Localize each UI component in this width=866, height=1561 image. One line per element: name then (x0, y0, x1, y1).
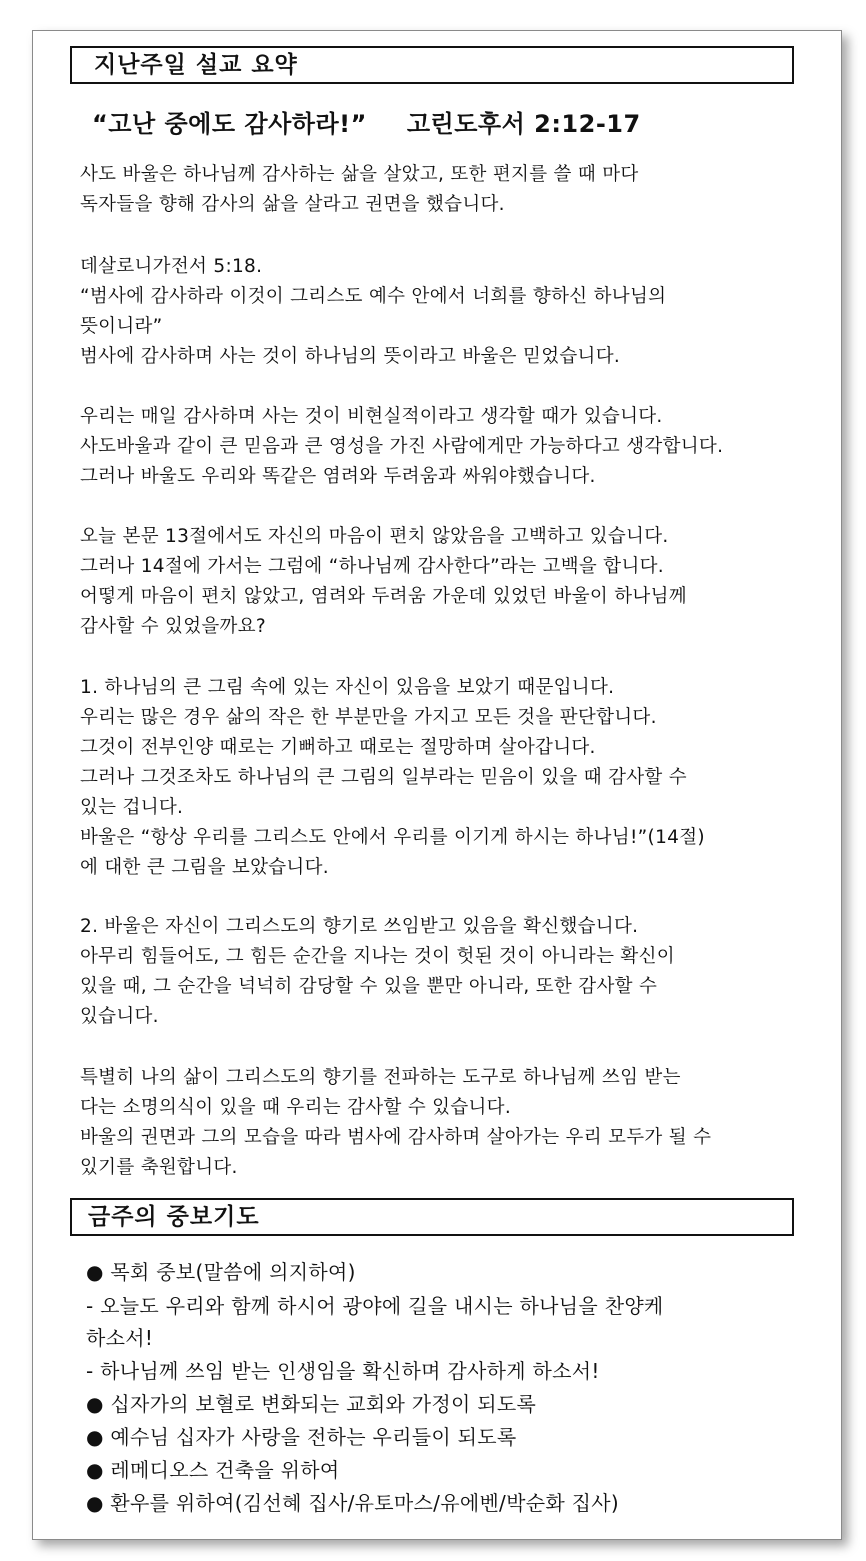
sermon-line: 오늘 본문 13절에서도 자신의 마음이 편치 않았음을 고백하고 있습니다. (80, 526, 669, 547)
sermon-line: 우리는 매일 감사하며 사는 것이 비현실적이라고 생각할 때가 있습니다. (80, 406, 663, 427)
sermon-line: 바울은 “항상 우리를 그리스도 안에서 우리를 이기게 하시는 하나님!”(14절) (80, 827, 705, 848)
sermon-line: 2. 바울은 자신이 그리스도의 향기로 쓰임받고 있음을 확신했습니다. (80, 916, 639, 937)
sermon-line: 있는 겁니다. (80, 797, 184, 818)
sermon-line: 특별히 나의 삶이 그리스도의 향기를 전파하는 도구로 하나님께 쓰임 받는 (80, 1067, 681, 1088)
sermon-line: 사도바울과 같이 큰 믿음과 큰 영성을 가진 사람에게만 가능하다고 생각합니다. (80, 436, 724, 457)
sermon-line: 그것이 전부인양 때로는 기뻐하고 때로는 절망하며 살아갑니다. (80, 737, 596, 758)
sermon-line: 그러나 14절에 가서는 그럼에 “하나님께 감사한다”라는 고백을 합니다. (80, 556, 664, 577)
sermon-line: 에 대한 큰 그림을 보았습니다. (80, 857, 329, 878)
sermon-line: 뜻이니라” (80, 316, 163, 337)
intercessory-prayer-header: 금주의 중보기도 (70, 1198, 794, 1236)
sermon-line: 바울의 권면과 그의 모습을 따라 범사에 감사하며 살아가는 우리 모두가 될 수 (80, 1127, 712, 1148)
scripture-reference: 고린도후서 2:12-17 (406, 110, 641, 138)
prayer-item: ● 환우를 위하여(김선혜 집사/유토마스/유에벤/박순화 집사) (86, 1491, 619, 1515)
sermon-line: 있을 때, 그 순간을 넉넉히 감당할 수 있을 뿐만 아니라, 또한 감사할 수 (80, 976, 658, 997)
sermon-line: 감사할 수 있었을까요? (80, 616, 267, 637)
sermon-line: 있습니다. (80, 1006, 159, 1027)
sermon-line: 그러나 그것조차도 하나님의 큰 그림의 일부라는 믿음이 있을 때 감사할 수 (80, 767, 687, 788)
sermon-line: 우리는 많은 경우 삶의 작은 한 부분만을 가지고 모든 것을 판단합니다. (80, 707, 657, 728)
sermon-line: 독자들을 향해 감사의 삶을 살라고 권면을 했습니다. (80, 194, 505, 215)
sermon-line: 다는 소명의식이 있을 때 우리는 감사할 수 있습니다. (80, 1097, 512, 1118)
sermon-title (92, 104, 641, 139)
sermon-line: 범사에 감사하며 사는 것이 하나님의 뜻이라고 바울은 믿었습니다. (80, 346, 621, 367)
sermon-line: 사도 바울은 하나님께 감사하는 삶을 살았고, 또한 편지를 쓸 때 마다 (80, 164, 639, 185)
sermon-line: 어떻게 마음이 편치 않았고, 염려와 두려움 가운데 있었던 바울이 하나님께 (80, 586, 687, 607)
prayer-item: ● 십자가의 보혈로 변화되는 교회와 가정이 되도록 (86, 1392, 537, 1416)
prayer-item: ● 목회 중보(말씀에 의지하여) (86, 1260, 356, 1284)
prayer-item: ● 레메디오스 건축을 위하여 (86, 1458, 340, 1482)
sermon-summary-header: 지난주일 설교 요약 (70, 46, 794, 84)
sermon-line: “범사에 감사하라 이것이 그리스도 예수 안에서 너희를 향하신 하나님의 (80, 286, 667, 307)
prayer-item: - 하나님께 쓰임 받는 인생임을 확신하며 감사하게 하소서! (86, 1359, 600, 1383)
sermon-line: 아무리 힘들어도, 그 힘든 순간을 지나는 것이 헛된 것이 아니라는 확신이 (80, 946, 675, 967)
prayer-item: - 오늘도 우리와 함께 하시어 광야에 길을 내시는 하나님을 찬양케 (86, 1294, 664, 1318)
prayer-item: 하소서! (86, 1326, 154, 1350)
sermon-line: 데살로니가전서 5:18. (80, 256, 263, 277)
sermon-line: 그러나 바울도 우리와 똑같은 염려와 두려움과 싸워야했습니다. (80, 466, 596, 487)
sermon-title-text: “고난 중에도 감사하라!” (92, 110, 367, 138)
sermon-line: 1. 하나님의 큰 그림 속에 있는 자신이 있음을 보았기 때문입니다. (80, 677, 615, 698)
prayer-item: ● 예수님 십자가 사랑을 전하는 우리들이 되도록 (86, 1425, 517, 1449)
sermon-line: 있기를 축원합니다. (80, 1157, 238, 1178)
